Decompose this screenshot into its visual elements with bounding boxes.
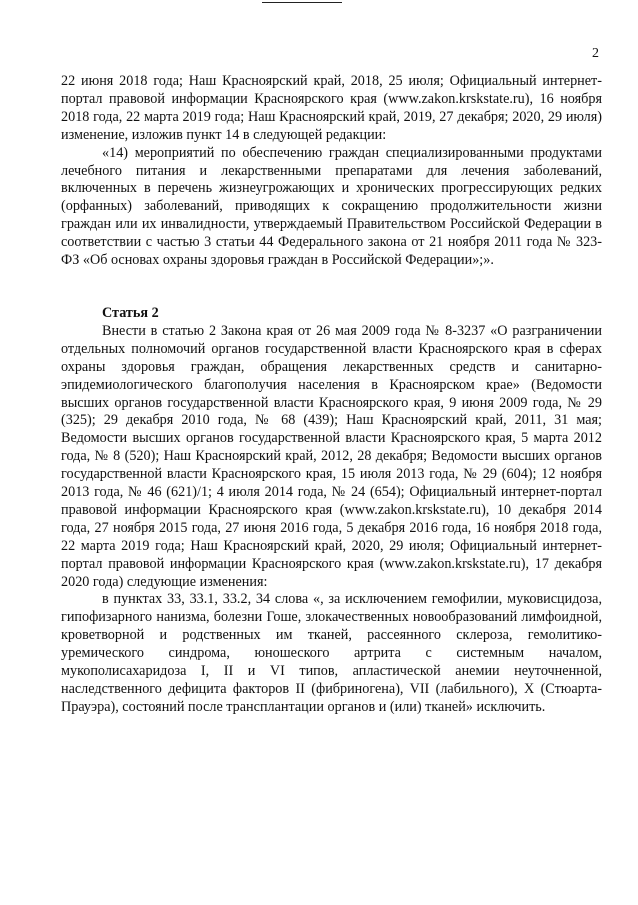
article2-heading: Статья 2: [102, 304, 159, 321]
article2-amendment-paragraph: Внести в статью 2 Закона края от 26 мая 2009 года № 8-3237 «О разграничении отдельных полномочий органов государственной власти Красноярского края в сферах охраны здоровья граждан, обращения лекарственных средств и санитарно-эпидемиологического благополучия населения в Красноярском крае» (Ведомости высших органов государственной власти Красноярского края, 9 июня 2009 года, № 29 (325); 29 декабря 2010 года, № 68 (439); Наш Красноярский край, 2011, 31 мая; Ведомости высших органов государственной власти Красноярского края, 5 марта 2012 года, № 8 (520); Наш Красноярский край, 2012, 28 декабря; Ведомости высших органов государственной власти Красноярского края, 15 июля 2013 года, № 29 (604); 12 ноября 2013 года, № 46 (621)/1; 4 июля 2014 года, № 24 (654); Официальный интернет-портал правовой информации Красноярского края (www.zakon.krskstate.ru), 10 декабря 2014 года, 27 ноября 2015 года, 27 июня 2016 года, 5 декабря 2016 года, 16 ноября 2018 года, 22 марта 2019 года; Наш Красноярский край, 2020, 29 июля; Официальный интернет-портал правовой информации Красноярского края (www.zakon.krskstate.ru), 17 декабря 2020 года) следующие изменения:: [61, 322, 602, 590]
top-rule: [262, 2, 342, 3]
article1-continuation-paragraph: 22 июня 2018 года; Наш Красноярский край, 2018, 25 июля; Официальный интернет-портал правовой информации Красноярского края (www.zakon.krskstate.ru), 16 ноября 2018 года, 22 марта 2019 года; Наш Красноярский край, 2019, 27 декабря; 2020, 29 июля) изменение, изложив пункт 14 в следующей редакции:: [61, 73, 602, 143]
article2-items-paragraph: в пунктах 33, 33.1, 33.2, 34 слова «, за исключением гемофилии, муковисцидоза, гипофизарного нанизма, болезни Гоше, злокачественных новообразований лимфоидной, кроветворной и родственных им тканей, рассеянного склероза, гемолитико-уремического синдрома, юношеского артрита с системным началом, мукополисахаридоза I, II и VI типов, апластической анемии неуточненной, наследственного дефицита факторов II (фибриногена), VII (лабильного), X (Стюарта-Прауэра), состояний после трансплантации органов и (или) тканей» исключить.: [61, 591, 602, 715]
section-gap: [61, 270, 602, 305]
document-body: [61, 73, 602, 717]
page-number: 2: [592, 46, 599, 61]
article1-item14-paragraph: «14) мероприятий по обеспечению граждан специализированными продуктами лечебного питания и лекарственными препаратами для лечения заболеваний, включенных в перечень жизнеугрожающих и хронических прогрессирующих редких (орфанных) заболеваний, приводящих к сокращению продолжительности жизни граждан или их инвалидности, утверждаемый Правительством Российской Федерации в соответствии с частью 3 статьи 44 Федерального закона от 21 ноября 2011 года № 323-ФЗ «Об основах охраны здоровья граждан в Российской Федерации»;».: [61, 144, 602, 269]
